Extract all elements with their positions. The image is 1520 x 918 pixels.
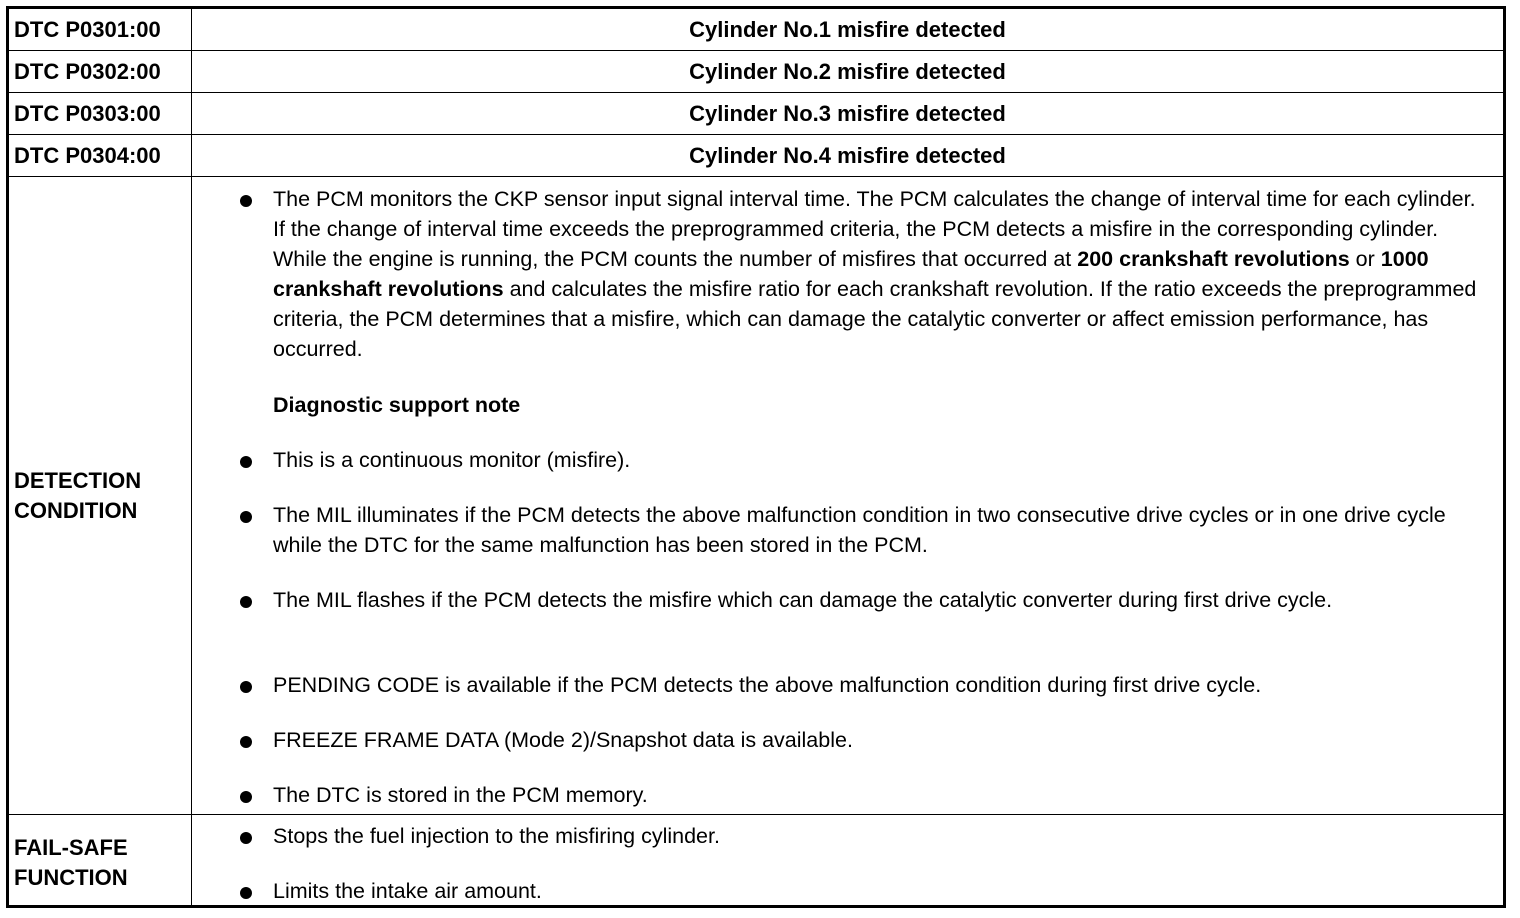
fail-safe-content bbox=[192, 815, 1503, 908]
bold-revolutions-200: 200 crankshaft revolutions bbox=[1077, 247, 1350, 271]
dtc-description-cell: Cylinder No.4 misfire detected bbox=[689, 142, 1006, 168]
dtc-row-p0303 bbox=[9, 93, 1503, 135]
support-note: This is a continuous monitor (misfire). bbox=[273, 448, 631, 472]
bullet-icon bbox=[240, 681, 252, 693]
fail-safe-label-line1: FAIL-SAFE bbox=[14, 835, 128, 860]
detection-condition-content bbox=[192, 177, 1503, 814]
dtc-code-cell: DTC P0304:00 bbox=[9, 135, 192, 176]
dtc-description-cell: Cylinder No.1 misfire detected bbox=[689, 16, 1006, 42]
detection-condition-label bbox=[9, 177, 192, 814]
support-note: The MIL flashes if the PCM detects the misfire which can damage the catalytic converter during first drive cycle. bbox=[273, 588, 1333, 612]
bullet-icon bbox=[240, 195, 252, 207]
fail-safe-item: Limits the intake air amount. bbox=[273, 879, 542, 903]
detection-intro-paragraph: The PCM monitors the CKP sensor input signal interval time. The PCM calculates the change of interval time for each cylinder. If the change of interval time exceeds the preprogrammed criteria, the PCM detects a misfire in the corresponding cylinder. While the engine is running, the PCM counts the number of misfires that occurred at 200 crankshaft revolutions or 1000 crankshaft revolutions and calculates the misfire ratio for each crankshaft revolution. If the ratio exceeds the preprogrammed criteria, the PCM determines that a misfire, which can damage the catalytic converter or affect emission performance, has occurred. bbox=[273, 187, 1477, 361]
support-note: FREEZE FRAME DATA (Mode 2)/Snapshot data is available. bbox=[273, 728, 853, 752]
fail-safe-label bbox=[9, 815, 192, 908]
fail-safe-item: Stops the fuel injection to the misfiring cylinder. bbox=[273, 824, 720, 848]
bold-revolutions-1000: 1000 crankshaft revolutions bbox=[273, 247, 1429, 301]
dtc-code-cell: DTC P0301:00 bbox=[9, 9, 192, 50]
dtc-description-cell: Cylinder No.3 misfire detected bbox=[689, 100, 1006, 126]
bullet-icon bbox=[240, 832, 252, 844]
dtc-code-cell: DTC P0303:00 bbox=[9, 93, 192, 134]
diagnostic-support-heading: Diagnostic support note bbox=[273, 393, 521, 417]
dtc-row-p0302 bbox=[9, 51, 1503, 93]
bullet-icon bbox=[240, 736, 252, 748]
support-note: The DTC is stored in the PCM memory. bbox=[273, 783, 648, 807]
detection-condition-row bbox=[9, 177, 1503, 815]
support-note: The MIL illuminates if the PCM detects the above malfunction condition in two consecutive drive cycles or in one drive cycle while the DTC for the same malfunction has been stored in the PCM. bbox=[273, 503, 1446, 557]
bullet-icon bbox=[240, 511, 252, 523]
bullet-icon bbox=[240, 596, 252, 608]
detection-label-line1: DETECTION bbox=[14, 467, 142, 493]
dtc-row-p0304 bbox=[9, 135, 1503, 177]
dtc-row-p0301 bbox=[9, 9, 1503, 51]
dtc-code-cell: DTC P0302:00 bbox=[9, 51, 192, 92]
dtc-table bbox=[6, 6, 1506, 908]
bullet-icon bbox=[240, 791, 252, 803]
fail-safe-row bbox=[9, 815, 1503, 908]
detection-label-line2: CONDITION bbox=[14, 497, 138, 523]
support-note: PENDING CODE is available if the PCM detects the above malfunction condition during first drive cycle. bbox=[273, 673, 1262, 697]
bullet-icon bbox=[240, 887, 252, 899]
dtc-description-cell: Cylinder No.2 misfire detected bbox=[689, 58, 1006, 84]
fail-safe-label-line2: FUNCTION bbox=[14, 865, 128, 890]
bullet-icon bbox=[240, 456, 252, 468]
